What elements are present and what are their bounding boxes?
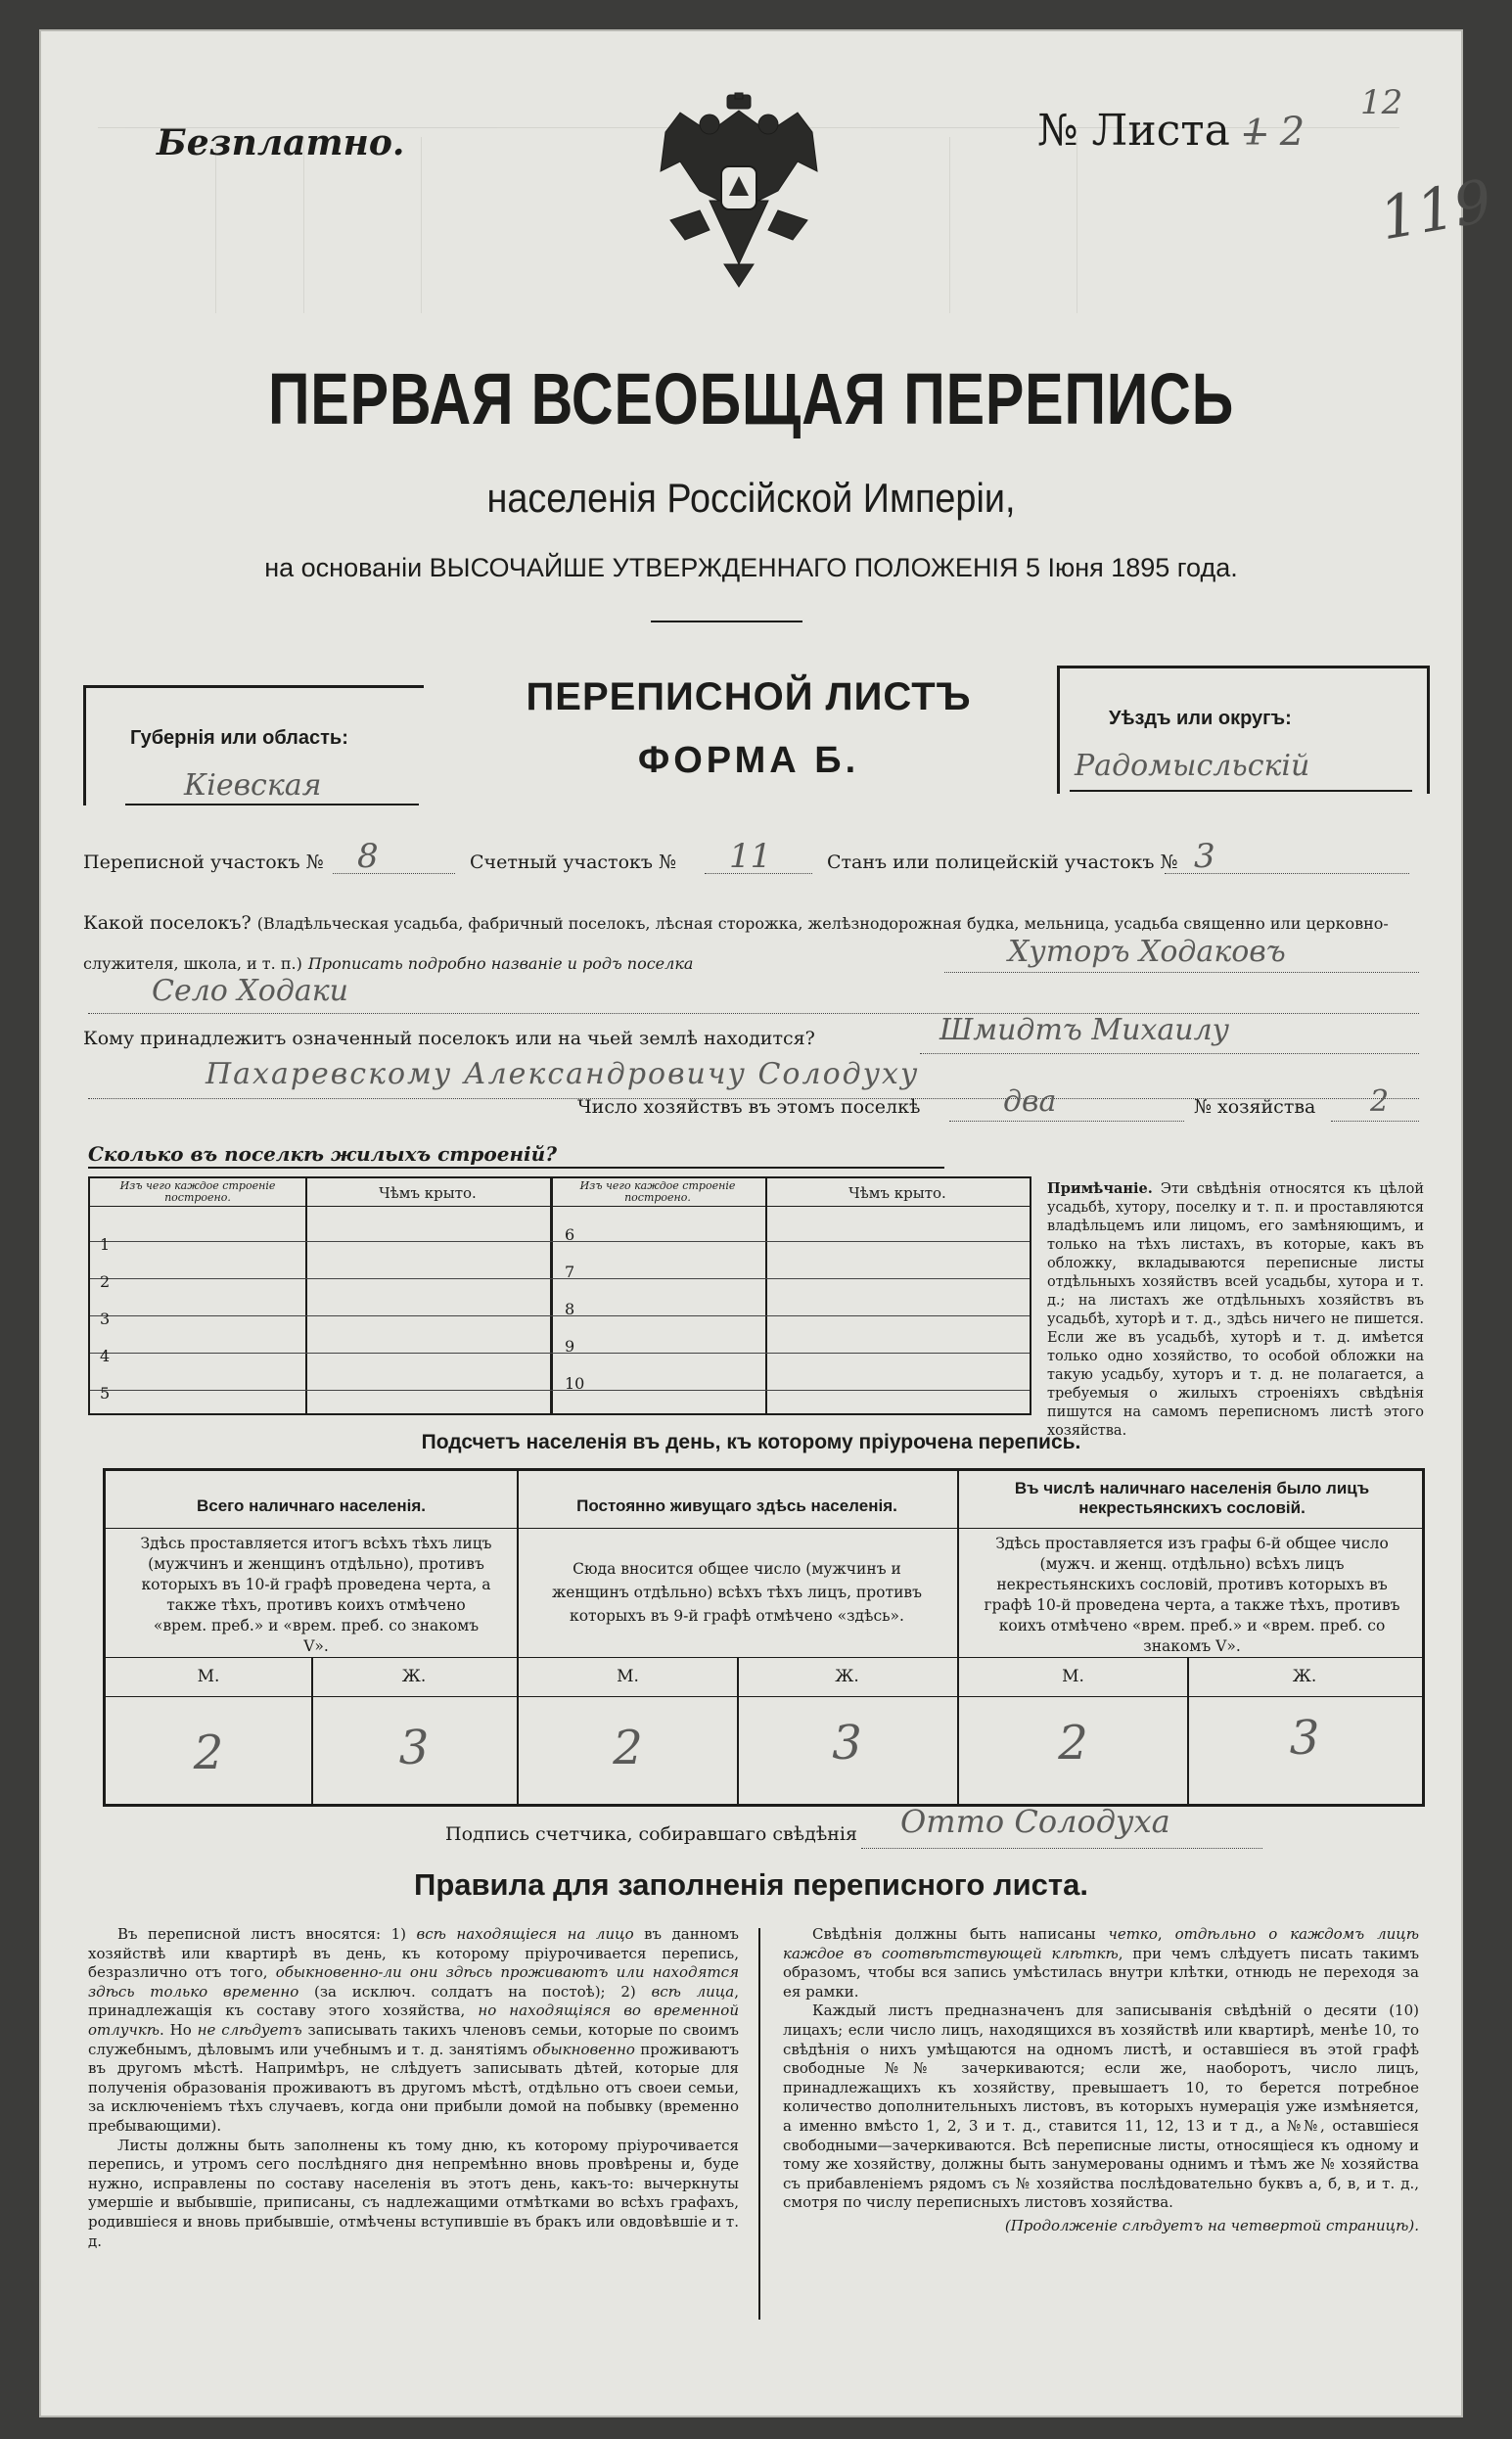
- female-header: Ж.: [401, 1667, 427, 1686]
- households-label: Число хозяйствъ въ этомъ поселкѣ: [577, 1096, 921, 1118]
- col3-title: Въ числѣ наличнаго населенія было лицъ некрестьянскихъ сословій.: [1014, 1479, 1370, 1517]
- owner-value-1: Шмидтъ Михаилу: [939, 1013, 1230, 1047]
- rules-text: въ данномъ хозяйствѣ или квартирѣ въ день, къ которому пріурочивается перепись, безразлично отъ того,: [88, 1925, 739, 1982]
- owner-line-1: [920, 1053, 1419, 1054]
- female-header: Ж.: [1292, 1667, 1317, 1686]
- rules-text: всѣ лица: [651, 1982, 735, 2001]
- row-number: 8: [565, 1300, 575, 1318]
- signature-label: Подпись счетчика, собиравшаго свѣдѣнія: [445, 1823, 857, 1845]
- row-number: 2: [100, 1272, 111, 1291]
- owner-value-2: Пахаревскому Александровичу Солодуху: [206, 1057, 920, 1091]
- present-female-count: 3: [398, 1721, 430, 1775]
- row-number: 6: [565, 1225, 575, 1244]
- census-section-line: [333, 873, 455, 874]
- sheet-number-label: № Листа: [1037, 106, 1230, 156]
- rules-text: но находящіяся во временной отлучкѣ: [88, 2002, 739, 2039]
- rules-divider: [758, 1928, 760, 2320]
- material-header-left: Изъ чего каждое строеніе построено.: [119, 1179, 276, 1204]
- sheet-title: ПЕРЕПИСНОЙ ЛИСТЪ: [526, 675, 972, 718]
- census-section-label: Переписной участокъ №: [83, 851, 324, 873]
- male-header: М.: [197, 1667, 220, 1686]
- settlement-instruction: Прописать подробно названіе и родъ поселка: [307, 954, 694, 973]
- rules-text: ,: [1157, 1925, 1175, 1943]
- resident-female-count: 3: [832, 1716, 862, 1771]
- settlement-hint: (Владѣльческая усадьба, фабричный поселокъ, лѣсная сторожка, желѣзнодорожная будка, мельница, усадьба священно или церковно-служителя, школа, и т. п.): [83, 914, 1389, 973]
- settlement-line-1: [944, 972, 1419, 973]
- rules-text: проживаютъ въ другомъ мѣстѣ. Напримѣръ, не слѣдуетъ записывать дѣтей, которые для полученія образованія проживаютъ въ другомъ мѣстѣ, отдѣльно отъ своеи семьи, за исключеніемъ тѣхъ случаевъ, когда они прибыли домой на побывку (временно пребывающими).: [88, 2040, 740, 2135]
- present-male-count: 2: [193, 1726, 224, 1780]
- sheet-number-struck: 1: [1243, 114, 1266, 154]
- archive-number: 119: [1374, 166, 1497, 254]
- col3-text: Здѣсь проставляется изъ графы 6-й общее число (мужч. и женщ. отдѣльно) всѣхъ лицъ некрестьянскихъ сословій, противъ которыхъ въ графѣ 10-й проведена черта, а также тѣхъ, противъ коихъ отмѣчено «врем. преб.» и «врем. преб. со знакомъ V».: [984, 1535, 1400, 1655]
- rules-right-column: [783, 1925, 1419, 2236]
- settlement-value-1: Хуторъ Ходаковъ: [1008, 935, 1286, 969]
- col2-text: Сюда вносится общее число (мужчинъ и женщинъ отдѣльно) всѣхъ тѣхъ лицъ, противъ которыхъ въ 9-й графѣ отмѣчено «здѣсь».: [551, 1560, 923, 1625]
- buildings-note: [1047, 1179, 1424, 1441]
- buildings-line: [88, 1167, 944, 1169]
- free-label: Безплатно.: [157, 122, 405, 163]
- note-title: Примѣчаніе.: [1047, 1180, 1153, 1197]
- rules-text: Свѣдѣнія должны быть написаны: [812, 1925, 1109, 1943]
- sheet-number: [1037, 106, 1305, 156]
- row-number: 1: [100, 1235, 111, 1254]
- roof-header-left: Чѣмъ крыто.: [379, 1184, 477, 1202]
- rules-text: отдѣльно о каждомъ лицѣ каждое въ соотвѣтствующей клѣткѣ: [783, 1925, 1420, 1962]
- household-no-value: 2: [1370, 1084, 1390, 1119]
- rules-left-paragraph-1: [88, 1925, 739, 2137]
- resident-male-count: 2: [613, 1721, 643, 1775]
- rules-text: , при чемъ слѣдуетъ писать такимъ образомъ, чтобы вся запись умѣстилась внутри клѣтки, отнюдь не переходя за ея рамки.: [783, 1944, 1419, 2001]
- row-number: 5: [100, 1384, 111, 1403]
- rules-title: Правила для заполненія переписного листа.: [414, 1867, 1088, 1902]
- form-label: ФОРМА Б.: [637, 740, 860, 781]
- households-line: [949, 1121, 1184, 1122]
- rules-text: обыкновенно: [532, 2040, 635, 2058]
- male-header: М.: [1062, 1667, 1084, 1686]
- roof-header-right: Чѣмъ крыто.: [848, 1184, 946, 1202]
- count-section-label: Счетный участокъ №: [470, 851, 676, 873]
- district-label: Уѣздъ или округъ:: [1109, 708, 1292, 729]
- rules-right-paragraph-1: [783, 1925, 1419, 2002]
- col1-title: Всего наличнаго населенія.: [197, 1496, 426, 1515]
- male-header: М.: [617, 1667, 639, 1686]
- population-count-table: [103, 1468, 1425, 1807]
- owner-label: Кому принадлежитъ означенный поселокъ или на чьей землѣ находится?: [83, 1028, 815, 1049]
- stan-value: 3: [1194, 837, 1215, 876]
- province-box: [83, 685, 424, 805]
- col1-text: Здѣсь проставляется итогъ всѣхъ тѣхъ лицъ (мужчинъ и женщинъ отдѣльно), противъ которыхъ въ 10-й графѣ проведена черта, а также тѣхъ, противъ коихъ отмѣчено «врем. преб.» и «врем. преб. со знакомъ V».: [140, 1535, 492, 1655]
- count-section-value: 11: [729, 837, 772, 876]
- row-number: 7: [565, 1263, 575, 1281]
- rules-text: (за исключ. солдатъ на постоѣ); 2): [298, 1982, 652, 2001]
- settlement-value-2: Село Ходаки: [152, 974, 348, 1008]
- imperial-eagle-emblem: [651, 93, 827, 289]
- sheet-number-value: 2: [1279, 110, 1306, 155]
- rules-continuation: (Продолженіе слѣдуетъ на четвертой страницѣ).: [1004, 2216, 1419, 2234]
- rules-text: всѣ находящіеся на лицо: [416, 1925, 634, 1943]
- row-number: 9: [565, 1337, 575, 1356]
- buildings-table: [88, 1176, 1031, 1415]
- rules-text: . Но: [160, 2020, 198, 2039]
- corner-mark: 12: [1360, 83, 1403, 122]
- rules-right-paragraph-2: Каждый листъ предназначенъ для записыванія свѣдѣній о десяти (10) лицахъ; если число лицъ, находящихся въ хозяйствѣ или квартирѣ, менѣе 10, то свѣдѣнія о нихъ умѣщаются на одномъ листѣ, и оставшіеся въ этой графѣ свободные №№ зачеркиваются; если же, наоборотъ, число лицъ, принадлежащихъ къ хозяйству, превышаетъ 10, то берется потребное количество дополнительныхъ листовъ, въ которыхъ нумерація уже измѣняется, а именно вмѣсто 1, 2, 3 и т. д., ставится 11, 12, 13 и т д., а №№, оставшіеся свободными—зачеркиваются. Всѣ переписные листы, относящіеся къ одному и тому же хозяйству, должны быть занумерованы однимъ и тѣмъ же № хозяйства съ прибавленіемъ рядомъ съ № хозяйства послѣдовательно буквъ а, б, в, и т. д., смотря по числу переписныхъ листовъ хозяйства.: [783, 2002, 1419, 2212]
- nonpeasant-female-count: 3: [1289, 1711, 1320, 1766]
- female-header: Ж.: [835, 1667, 859, 1686]
- census-basis: [39, 553, 1463, 583]
- basis-prefix: на основаніи: [264, 553, 423, 582]
- census-subtitle: населенія Россійской Имперіи,: [486, 475, 1016, 521]
- row-number: 4: [100, 1347, 111, 1365]
- enumerator-signature: Отто Солодуха: [900, 1803, 1170, 1840]
- stan-line: [1165, 873, 1409, 874]
- rules-text: обыкновенно-ли они здѣсь проживаютъ или находятся здѣсь только временно: [88, 1963, 740, 2001]
- household-no-label: № хозяйства: [1194, 1096, 1316, 1118]
- buildings-label: Сколько въ поселкѣ жилыхъ строеній?: [88, 1142, 557, 1166]
- province-value: Кіевская: [184, 768, 322, 803]
- stan-label: Станъ или полицейскій участокъ №: [827, 851, 1178, 873]
- census-form-page: [39, 29, 1497, 2417]
- basis-rest: ВЫСОЧАЙШЕ УТВЕРЖДЕННАГО ПОЛОЖЕНІЯ 5 Іюня 1895 года.: [429, 553, 1238, 582]
- nonpeasant-male-count: 2: [1058, 1716, 1088, 1771]
- district-box: [1057, 666, 1430, 794]
- rules-left-paragraph-2: Листы должны быть заполнены къ тому дню, къ которому пріурочивается перепись, и утромъ сего послѣдняго дня непремѣнно вновь провѣрены и, буде нужно, исправлены по составу населенія въ этотъ день, какъ-то: вычеркнуты умершіе и выбывшіе, приписаны, съ надлежащими отмѣтками во всѣхъ графахъ, родившіеся и вновь прибывшіе, отмѣчены вступившіе въ бракъ или овдовѣвшіе и т. д.: [88, 2136, 739, 2250]
- rules-text: не слѣдуетъ: [197, 2020, 302, 2039]
- rules-text: , принадлежащія къ составу этого хозяйства,: [88, 1982, 739, 2020]
- row-number: 10: [565, 1374, 585, 1393]
- province-label: Губернія или область:: [130, 727, 348, 749]
- household-no-line: [1331, 1121, 1419, 1122]
- count-section-line: [705, 873, 812, 874]
- rules-text: записывать такихъ членовъ семьи, которые по своимъ служебнымъ, дѣловымъ или учебнымъ и т. д. занятіямъ: [88, 2020, 739, 2058]
- rules-text: Въ переписной листъ вносятся: 1): [117, 1925, 417, 1943]
- census-title: ПЕРВАЯ ВСЕОБЩАЯ ПЕРЕПИСЬ: [267, 358, 1235, 439]
- settlement-label: Какой поселокъ?: [83, 912, 252, 934]
- rules-left-column: [88, 1925, 739, 2251]
- district-value: Радомысльскій: [1075, 749, 1310, 783]
- count-heading: Подсчетъ населенія въ день, къ которому пріурочена перепись.: [421, 1431, 1081, 1453]
- material-header-right: Изъ чего каждое строеніе построено.: [579, 1179, 736, 1204]
- row-number: 3: [100, 1310, 111, 1328]
- header-divider: [651, 621, 802, 622]
- note-text: Эти свѣдѣнія относятся къ цѣлой усадьбѣ, хутору, поселку и т. п. и проставляются владѣльцемъ или лицомъ, его замѣняющимъ, и только на тѣхъ листахъ, въ которые, какъ въ обложку, вкладываются переписные листы отдѣльныхъ хозяйствъ всей усадьбы, хутора и т. д.; на листахъ же отдѣльныхъ хозяйствъ въ усадьбѣ, хуторѣ и т. д., здѣсь ничего не пишется. Если же въ усадьбѣ, хуторѣ и т. д. имѣется только одно хозяйство, то особой обложки на такую усадьбу, хуторъ и т. д. не полагается, а требуемыя о жилыхъ строеніяхъ свѣдѣнія пишутся на самомъ переписномъ листѣ этого хозяйства.: [1047, 1181, 1424, 1439]
- signature-line: [861, 1848, 1262, 1849]
- census-section-value: 8: [357, 837, 379, 876]
- col2-title: Постоянно живущаго здѣсь населенія.: [576, 1496, 897, 1515]
- rules-text: четко: [1108, 1925, 1158, 1943]
- households-value: два: [1003, 1084, 1057, 1119]
